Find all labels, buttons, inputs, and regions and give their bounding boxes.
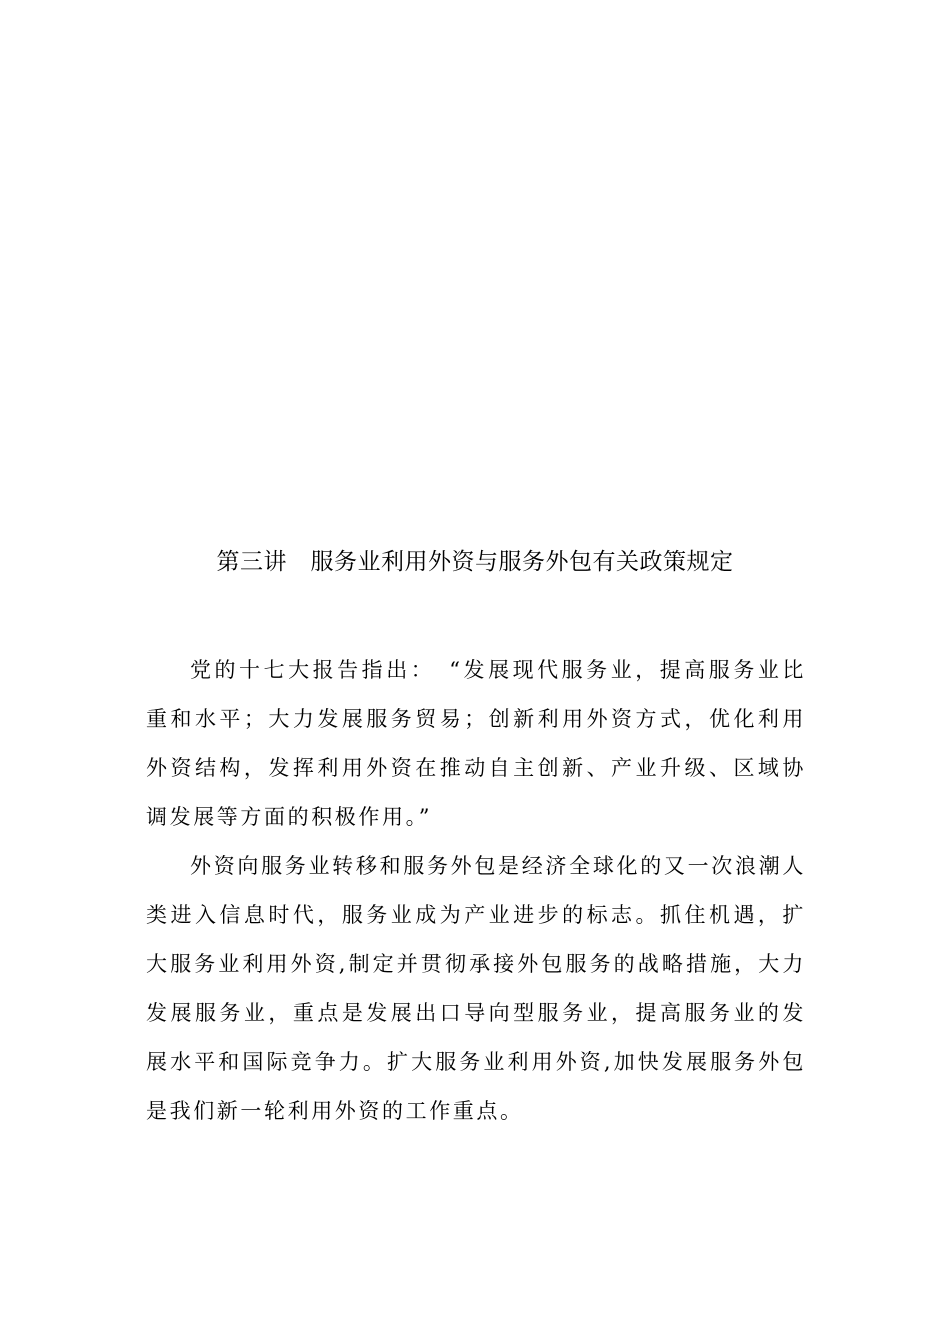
document-title: 第三讲 服务业利用外资与服务外包有关政策规定	[216, 549, 734, 575]
document-body	[146, 646, 806, 1136]
paragraph-2: 外资向服务业转移和服务外包是经济全球化的又一次浪潮人类进入信息时代，服务业成为产业进步的标志。抓住机遇，扩大服务业利用外资,制定并贯彻承接外包服务的战略措施，大力发展服务业，重点是发展出口导向型服务业，提高服务业的发展水平和国际竞争力。扩大服务业利用外资,加快发展服务外包是我们新一轮利用外资的工作重点。	[146, 854, 806, 1123]
paragraph-1: 党的十七大报告指出： “发展现代服务业，提高服务业比重和水平；大力发展服务贸易；创新利用外资方式，优化利用外资结构，发挥利用外资在推动自主创新、产业升级、区域协调发展等方面的积极作用。”	[146, 658, 806, 829]
